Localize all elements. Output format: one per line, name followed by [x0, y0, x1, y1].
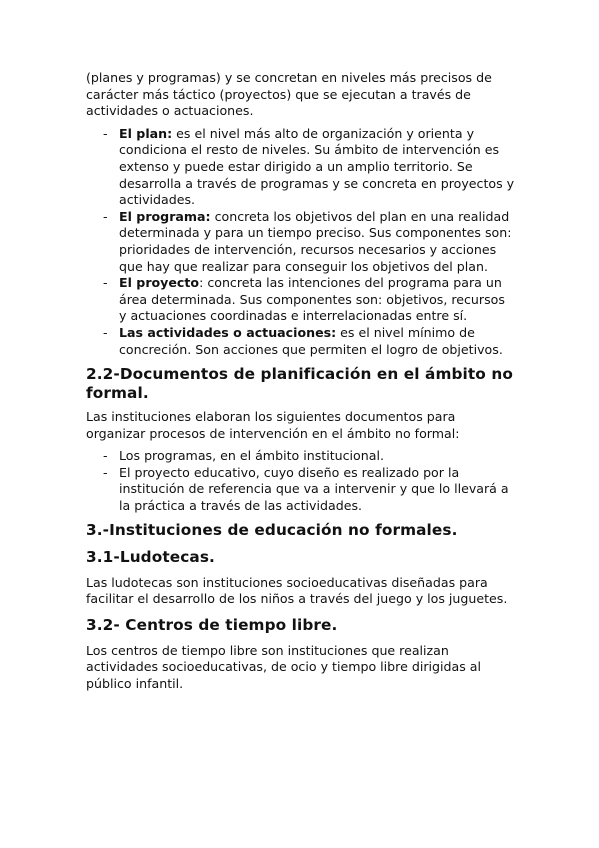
list-item-proyecto [86, 275, 516, 325]
paragraph-3-1: Las ludotecas son instituciones socioeducativas diseñadas para facilitar el desarrollo de los niños a través del juego y los juguetes. [86, 574, 508, 607]
list-item-programa [86, 209, 516, 275]
list-item-proyecto-educativo: - El proyecto educativo, cuyo diseño es realizado por la institución de referencia que va a intervenir y que lo llevará a la práctica a través de las actividades. [86, 465, 516, 515]
heading-2-2: 2.2-Documentos de planificación en el ámbito no formal. [86, 365, 513, 403]
intro-paragraph: (planes y programas) y se concretan en niveles más precisos de carácter más táctico (proyectos) que se ejecutan a través de actividades o actuaciones. [86, 70, 492, 119]
list-item-actividades [86, 325, 516, 358]
heading-3-2: 3.2- Centros de tiempo libre. [86, 615, 338, 634]
paragraph-3-2: Los centros de tiempo libre son instituciones que realizan actividades socioeducativas, de ocio y tiempo libre dirigidas al público infantil. [86, 642, 481, 692]
term-actividades: Las actividades o actuaciones: [119, 324, 337, 340]
definition-programa: concreta los objetivos del plan en una realidad determinada y para un tiempo preciso. Sus componentes son: prioridades de intervención, recursos necesarios y acciones que hay que realizar para conseguir los objetivos del plan. [119, 208, 512, 274]
definition-plan: es el nivel más alto de organización y orienta y condiciona el resto de niveles. Su ámbito de intervención es extenso y puede estar dirigido a un amplio territorio. Se desarrolla a través de programas y se concreta en proyectos y actividades. [119, 125, 515, 208]
definition-actividades: es el nivel mínimo de concreción. Son acciones que permiten el logro de objetivos. [119, 324, 503, 357]
list-item-programas: - Los programas, en el ámbito institucional. [86, 448, 516, 465]
term-plan: El plan: [119, 125, 173, 141]
term-proyecto: El proyecto [119, 275, 200, 291]
paragraph-2-2: Las instituciones elaboran los siguientes documentos para organizar procesos de intervención en el ámbito no formal: [86, 409, 460, 441]
term-programa: El programa: [119, 208, 211, 224]
documents-list [86, 448, 516, 514]
list-item-plan [86, 126, 516, 209]
heading-3: 3.-Instituciones de educación no formales. [86, 520, 458, 539]
heading-3-1: 3.1-Ludotecas. [86, 547, 215, 566]
definition-proyecto: : concreta las intenciones del programa para un área determinada. Sus componentes son: objetivos, recursos y actuaciones coordinadas e interrelacionadas entre sí. [119, 275, 505, 324]
document-page [86, 70, 516, 699]
planning-levels-list [86, 126, 516, 358]
